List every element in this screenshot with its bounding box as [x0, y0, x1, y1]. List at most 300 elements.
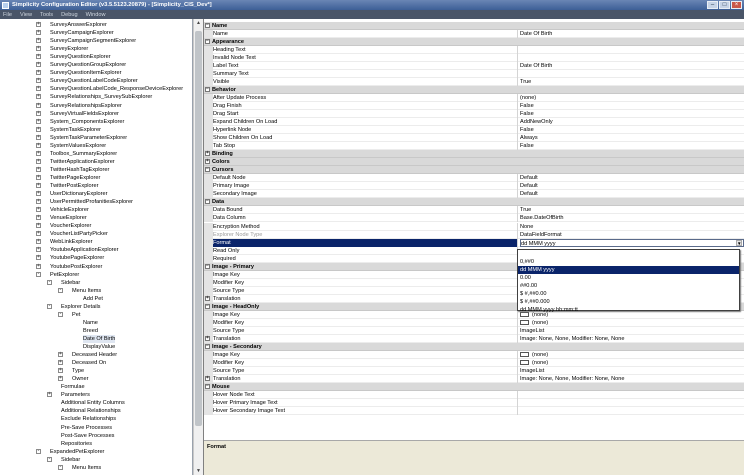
property-name: Primary Image — [213, 182, 518, 190]
expand-icon[interactable]: + — [37, 133, 40, 140]
format-option[interactable]: dd MMM yyyy hh:mm:tt — [520, 307, 578, 313]
property-value-text: ImageList — [520, 367, 545, 374]
menu-tools[interactable]: Tools — [40, 11, 54, 18]
tree-node[interactable] — [0, 102, 193, 110]
property-category[interactable] — [204, 343, 744, 351]
property-row[interactable] — [204, 30, 744, 38]
tree-node-label[interactable]: VoucherListPartyPicker — [50, 231, 108, 238]
property-row[interactable] — [204, 351, 744, 359]
property-value[interactable] — [520, 30, 744, 38]
tree-node-label[interactable]: PetExplorer — [50, 271, 80, 278]
tree-node[interactable] — [0, 375, 193, 383]
scroll-up-icon[interactable]: ▲ — [196, 20, 201, 26]
tree-node[interactable] — [0, 271, 193, 279]
description-title: Format — [207, 444, 226, 450]
tree-node[interactable] — [0, 61, 193, 69]
tree-node-label[interactable]: SurveyQuestionLabelCodeExplorer — [50, 78, 138, 85]
property-row[interactable] — [204, 223, 744, 231]
expand-icon[interactable]: + — [37, 262, 40, 269]
property-name: Show Children On Load — [213, 134, 518, 142]
property-value[interactable] — [520, 359, 744, 367]
menu-debug[interactable]: Debug — [61, 11, 78, 18]
property-value[interactable] — [520, 62, 744, 70]
dropdown-arrow-icon[interactable]: ▼ — [737, 240, 742, 246]
property-value[interactable] — [520, 206, 744, 214]
tree-node[interactable] — [0, 118, 193, 126]
tree-node[interactable] — [0, 383, 193, 391]
tree-node[interactable] — [0, 77, 193, 85]
expand-icon[interactable]: + — [59, 359, 62, 366]
expand-icon[interactable]: + — [206, 334, 209, 341]
collapse-icon[interactable]: - — [37, 447, 40, 454]
tree-node[interactable] — [0, 182, 193, 190]
tree-node[interactable] — [0, 134, 193, 142]
format-option[interactable]: 0.00 — [520, 275, 531, 281]
property-row[interactable] — [204, 174, 744, 182]
property-row[interactable] — [204, 327, 744, 335]
property-category[interactable] — [204, 86, 744, 94]
tree-node-label[interactable]: TwitterPageExplorer — [50, 174, 101, 181]
expand-icon[interactable]: + — [37, 85, 40, 92]
property-row[interactable] — [204, 94, 744, 102]
property-name: Modifier Key — [213, 359, 518, 367]
expand-icon[interactable]: + — [37, 69, 40, 76]
tree-node[interactable] — [0, 319, 193, 327]
property-value-text: Image: None, None, Modifier: None, None — [520, 375, 625, 382]
tree-node-label[interactable]: Add Pet — [83, 295, 103, 302]
property-row[interactable] — [204, 118, 744, 126]
category-label: Image - Secondary — [212, 343, 262, 350]
collapse-icon[interactable]: - — [48, 455, 51, 462]
row-gutter — [204, 247, 213, 255]
property-name: Data Bound — [213, 206, 518, 214]
tree-node[interactable] — [0, 359, 193, 367]
collapse-icon[interactable]: − — [206, 382, 209, 389]
tree-node[interactable] — [0, 222, 193, 230]
expand-icon[interactable]: + — [37, 29, 40, 36]
tree-node[interactable] — [0, 21, 193, 29]
tree-node-label[interactable]: UserPermittedProfanitiesExplorer — [50, 199, 134, 206]
property-row[interactable] — [204, 335, 744, 343]
expand-icon[interactable]: + — [37, 254, 40, 261]
expand-icon[interactable]: + — [37, 206, 40, 213]
collapse-icon[interactable]: − — [206, 38, 209, 45]
tree-node-label[interactable]: Toolbox_SummaryExplorer — [50, 150, 118, 157]
collapse-icon[interactable]: - — [59, 310, 62, 317]
property-row[interactable] — [204, 239, 744, 247]
tree-node[interactable] — [0, 448, 193, 456]
tree-node[interactable] — [0, 174, 193, 182]
property-row[interactable] — [204, 134, 744, 142]
expand-icon[interactable]: + — [37, 190, 40, 197]
menu-window[interactable]: Window — [85, 11, 106, 18]
tree-node[interactable] — [0, 279, 193, 287]
image-swatch-icon — [520, 320, 529, 325]
row-gutter — [204, 110, 213, 118]
property-name: After Update Process — [213, 94, 518, 102]
tree-node-label[interactable]: Owner — [72, 376, 89, 383]
row-gutter — [204, 319, 213, 327]
property-row[interactable] — [204, 190, 744, 198]
tree-node[interactable] — [0, 327, 193, 335]
tree-node-label[interactable]: SurveyRelationships_SurveySubExplorer — [50, 94, 153, 101]
property-category[interactable] — [204, 150, 744, 158]
expand-icon[interactable]: + — [206, 374, 209, 381]
expand-icon[interactable]: + — [37, 45, 40, 52]
property-value[interactable] — [520, 78, 744, 86]
property-value[interactable] — [520, 110, 744, 118]
property-row[interactable] — [204, 214, 744, 222]
explorer-tree[interactable] — [0, 19, 193, 475]
row-gutter — [204, 46, 213, 54]
tree-node[interactable] — [0, 69, 193, 77]
property-row[interactable] — [204, 78, 744, 86]
property-value[interactable] — [520, 319, 744, 327]
tree-node[interactable] — [0, 166, 193, 174]
expand-icon[interactable]: + — [206, 294, 209, 301]
expand-icon[interactable]: + — [37, 21, 40, 27]
property-value[interactable] — [520, 407, 744, 415]
row-gutter — [204, 367, 213, 375]
tree-node[interactable] — [0, 351, 193, 359]
tree-node[interactable] — [0, 93, 193, 101]
collapse-icon[interactable]: - — [48, 278, 51, 285]
collapse-icon[interactable]: - — [59, 463, 62, 470]
tree-node-label[interactable]: VehicleExplorer — [50, 207, 89, 214]
property-value[interactable] — [520, 391, 744, 399]
tree-node-label[interactable]: VoucherExplorer — [50, 223, 92, 230]
property-value[interactable] — [520, 54, 744, 62]
property-name: Label Text — [213, 62, 518, 70]
tree-node-label[interactable]: VenueExplorer — [50, 215, 87, 222]
tree-node-label[interactable]: System_ComponentsExplorer — [50, 118, 125, 125]
property-value[interactable] — [520, 118, 744, 126]
collapse-icon[interactable]: − — [206, 22, 209, 28]
tree-node[interactable] — [0, 53, 193, 61]
expand-icon[interactable]: + — [37, 141, 40, 148]
property-value[interactable] — [520, 239, 744, 247]
tree-node[interactable] — [0, 456, 193, 464]
property-category[interactable] — [204, 38, 744, 46]
tree-node[interactable] — [0, 303, 193, 311]
tree-node-label[interactable]: Menu Items — [72, 464, 102, 471]
property-row[interactable] — [204, 367, 744, 375]
category-label: Name — [212, 23, 228, 29]
tree-node-label[interactable]: DisplayValue — [83, 344, 116, 350]
property-row[interactable] — [204, 62, 744, 70]
tree-node-label[interactable]: YoutubeApplicationExplorer — [50, 247, 119, 254]
property-row[interactable] — [204, 110, 744, 118]
tree-node-label[interactable]: YoutubePostExplorer — [50, 263, 103, 270]
expand-icon[interactable]: + — [37, 149, 40, 156]
tree-node[interactable] — [0, 230, 193, 238]
expand-icon[interactable]: + — [37, 77, 40, 84]
tree-node[interactable] — [0, 110, 193, 118]
expand-icon[interactable]: + — [48, 391, 51, 398]
tree-node-label[interactable]: SurveyQuestionLabelCode_ResponseDeviceExplorer — [50, 86, 184, 93]
property-row[interactable] — [204, 206, 744, 214]
tree-node-label[interactable]: TwitterApplicationExplorer — [50, 158, 115, 165]
category-label: Mouse — [212, 383, 230, 390]
property-name: Tab Stop — [213, 142, 518, 150]
tree-node-label[interactable]: UserDictionaryExplorer — [50, 191, 108, 198]
tree-node[interactable] — [0, 246, 193, 254]
format-option[interactable]: ##0.00 — [520, 283, 538, 289]
property-row[interactable] — [204, 407, 744, 415]
tree-node-label[interactable]: SurveyAnswerExplorer — [50, 22, 107, 28]
property-value[interactable] — [520, 335, 744, 343]
tree-node[interactable] — [0, 150, 193, 158]
expand-icon[interactable]: + — [37, 214, 40, 221]
property-row[interactable] — [204, 126, 744, 134]
tree-node[interactable] — [0, 190, 193, 198]
property-row[interactable] — [204, 54, 744, 62]
row-gutter — [204, 399, 213, 407]
property-row[interactable] — [204, 359, 744, 367]
format-option[interactable]: $ #,##0.00 — [520, 291, 547, 297]
tree-node-label[interactable]: SurveyQuestionExplorer — [50, 54, 111, 61]
property-row[interactable] — [204, 399, 744, 407]
property-row[interactable] — [204, 46, 744, 54]
collapse-icon[interactable]: − — [206, 262, 209, 269]
row-gutter — [204, 94, 213, 102]
expand-icon[interactable]: + — [37, 230, 40, 237]
tree-node[interactable] — [0, 238, 193, 246]
property-value[interactable] — [520, 231, 744, 239]
tree-node[interactable] — [0, 37, 193, 45]
tree-node[interactable] — [0, 415, 193, 423]
property-value[interactable] — [520, 46, 744, 54]
format-option[interactable]: 0,##0 — [520, 259, 534, 265]
tree-node[interactable] — [0, 343, 193, 351]
tree-node-label[interactable]: Deceased Header — [72, 352, 118, 359]
collapse-icon[interactable]: − — [206, 86, 209, 93]
expand-icon[interactable]: + — [37, 173, 40, 180]
expand-icon[interactable]: + — [37, 101, 40, 108]
expand-icon[interactable]: + — [37, 53, 40, 60]
property-value[interactable] — [520, 223, 744, 231]
collapse-icon[interactable]: − — [206, 342, 209, 349]
collapse-icon[interactable]: − — [206, 166, 209, 173]
tree-node-label[interactable]: Date Of Birth — [83, 335, 116, 342]
category-label: Colors — [212, 159, 230, 166]
property-value[interactable] — [520, 351, 744, 359]
tree-node-label[interactable]: TwitterHashTagExplorer — [50, 166, 110, 173]
maximize-icon[interactable]: □ — [719, 1, 730, 9]
tree-node[interactable] — [0, 198, 193, 206]
property-value[interactable] — [520, 375, 744, 383]
minimize-icon[interactable]: – — [707, 1, 718, 9]
expand-icon[interactable]: + — [59, 367, 62, 374]
expand-icon[interactable]: + — [37, 198, 40, 205]
tree-node-label[interactable]: Deceased On — [72, 360, 107, 367]
expand-icon[interactable]: + — [37, 238, 40, 245]
collapse-icon[interactable]: - — [37, 270, 40, 277]
expand-icon[interactable]: + — [206, 158, 209, 165]
expand-icon[interactable]: + — [37, 125, 40, 132]
expand-icon[interactable]: + — [59, 375, 62, 382]
format-option[interactable]: $ #,##0.000 — [520, 299, 550, 305]
property-value-text: True — [520, 79, 532, 86]
tree-node-label[interactable]: Formulae — [61, 384, 85, 391]
tree-node[interactable] — [0, 158, 193, 166]
expand-icon[interactable]: + — [37, 157, 40, 164]
format-option[interactable] — [518, 250, 739, 258]
expand-icon[interactable]: + — [37, 182, 40, 188]
tree-node[interactable] — [0, 214, 193, 222]
property-value[interactable] — [520, 134, 744, 142]
property-value-text: DataFieldFormat — [520, 231, 562, 238]
property-category[interactable] — [204, 166, 744, 174]
tree-node-label[interactable]: Pet — [72, 311, 81, 318]
tree-node-label[interactable]: SurveyCampaignSegmentExplorer — [50, 38, 137, 45]
property-name: Invalid Node Text — [213, 54, 518, 62]
tree-node-label[interactable]: SurveyVirtualFieldsExplorer — [50, 110, 119, 117]
tree-node[interactable] — [0, 263, 193, 271]
property-value[interactable] — [520, 142, 744, 150]
expand-icon[interactable]: + — [37, 117, 40, 124]
tree-node[interactable] — [0, 391, 193, 399]
tree-node-label[interactable]: SystemTaskParameterExplorer — [50, 134, 128, 141]
property-row[interactable] — [204, 319, 744, 327]
property-row[interactable] — [204, 231, 744, 239]
expand-icon[interactable]: + — [37, 246, 40, 253]
tree-node[interactable] — [0, 254, 193, 262]
tree-node[interactable] — [0, 432, 193, 440]
tree-node[interactable] — [0, 367, 193, 375]
tree-node-label[interactable]: Repositories — [61, 440, 93, 447]
property-value[interactable] — [520, 327, 744, 335]
tree-node-label[interactable]: SurveyQuestionGroupExplorer — [50, 62, 127, 69]
property-category[interactable] — [204, 383, 744, 391]
tree-node-label[interactable]: Explorer Details — [61, 303, 101, 310]
tree-node-label[interactable]: Menu Items — [72, 287, 102, 294]
tree-node-label[interactable]: SurveyRelationshipsExplorer — [50, 102, 122, 109]
tree-node-label[interactable]: Post-Save Processes — [61, 432, 115, 439]
tree-node[interactable] — [0, 311, 193, 319]
property-value[interactable] — [520, 190, 744, 198]
expand-icon[interactable]: + — [37, 93, 40, 100]
tree-node-label[interactable]: Sidebar — [61, 279, 81, 286]
collapse-icon[interactable]: − — [206, 198, 209, 205]
tree-node-label[interactable]: Exclude Relationships — [61, 416, 117, 423]
expand-icon[interactable]: + — [206, 150, 209, 157]
expand-icon[interactable]: + — [37, 222, 40, 229]
property-value-text: (none) — [532, 319, 549, 326]
property-value[interactable] — [520, 102, 744, 110]
category-label: Image - HeadOnly — [212, 303, 260, 310]
property-name: Source Type — [213, 327, 518, 335]
property-grid[interactable] — [204, 19, 744, 440]
tree-node-label[interactable]: Additional Relationships — [61, 408, 121, 415]
scroll-thumb[interactable] — [195, 31, 202, 426]
tree-node-label[interactable]: Parameters — [61, 392, 90, 399]
format-option[interactable]: dd MMM yyyy — [518, 266, 739, 274]
expand-icon[interactable]: + — [59, 351, 62, 358]
tree-node[interactable] — [0, 142, 193, 150]
tree-node-label[interactable]: Type — [72, 368, 85, 375]
tree-node-label[interactable]: Name — [83, 319, 98, 326]
collapse-icon[interactable]: - — [59, 286, 62, 293]
property-value[interactable] — [520, 174, 744, 182]
property-value[interactable] — [520, 399, 744, 407]
property-category[interactable] — [204, 22, 744, 30]
menu-view[interactable]: View — [20, 11, 33, 18]
tree-node-label[interactable]: Additional Entity Columns — [61, 400, 125, 407]
property-value-text: Date Of Birth — [520, 63, 553, 70]
property-name: Hover Node Text — [213, 391, 518, 399]
expand-icon[interactable]: + — [37, 165, 40, 172]
property-row[interactable] — [204, 375, 744, 383]
property-value[interactable] — [520, 214, 744, 222]
tree-node[interactable] — [0, 29, 193, 37]
property-value[interactable] — [520, 70, 744, 78]
property-value-text: Base.DateOfBirth — [520, 215, 564, 222]
property-row[interactable] — [204, 70, 744, 78]
tree-node-label[interactable]: SurveyCampaignExplorer — [50, 30, 114, 37]
tree-node-label[interactable]: SystemTaskExplorer — [50, 126, 101, 133]
property-value[interactable] — [520, 367, 744, 375]
property-category[interactable] — [204, 198, 744, 206]
tree-node[interactable] — [0, 85, 193, 93]
collapse-icon[interactable]: - — [48, 302, 51, 309]
tree-node[interactable] — [0, 295, 193, 303]
property-value-text: (none) — [532, 351, 549, 358]
scroll-down-icon[interactable]: ▼ — [196, 468, 201, 474]
tree-node-label[interactable]: TwitterPostExplorer — [50, 183, 99, 189]
tree-scrollbar[interactable] — [193, 19, 203, 475]
tree-node[interactable] — [0, 335, 193, 343]
tree-node-label[interactable]: SystemValuesExplorer — [50, 142, 107, 149]
property-value[interactable] — [520, 94, 744, 102]
tree-node[interactable] — [0, 399, 193, 407]
tree-node[interactable] — [0, 407, 193, 415]
property-row[interactable] — [204, 391, 744, 399]
property-name: Explorer Node Type — [213, 231, 518, 239]
tree-node[interactable] — [0, 126, 193, 134]
expand-icon[interactable]: + — [37, 61, 40, 68]
tree-node-label[interactable]: YoutubePageExplorer — [50, 255, 105, 262]
property-value[interactable] — [520, 182, 744, 190]
property-value-text: None — [520, 223, 534, 230]
expand-icon[interactable]: + — [37, 109, 40, 116]
tree-node-label[interactable]: WebLinkExplorer — [50, 239, 93, 246]
tree-node-label[interactable]: SurveyExplorer — [50, 46, 89, 53]
tree-node[interactable] — [0, 424, 193, 432]
tree-node[interactable] — [0, 206, 193, 214]
tree-node[interactable] — [0, 464, 193, 472]
tree-node[interactable] — [0, 45, 193, 53]
tree-node-label[interactable]: ExpandedPetExplorer — [50, 448, 105, 455]
close-icon[interactable]: × — [731, 1, 742, 9]
collapse-icon[interactable]: − — [206, 302, 209, 309]
tree-node-label[interactable]: Pre-Save Processes — [61, 424, 112, 431]
property-value[interactable] — [520, 126, 744, 134]
property-row[interactable] — [204, 102, 744, 110]
property-row[interactable] — [204, 142, 744, 150]
tree-node[interactable] — [0, 287, 193, 295]
property-category[interactable] — [204, 158, 744, 166]
property-row[interactable] — [204, 182, 744, 190]
menu-file[interactable]: File — [3, 11, 13, 18]
expand-icon[interactable]: + — [37, 37, 40, 44]
tree-node[interactable] — [0, 440, 193, 448]
format-dropdown-list[interactable] — [517, 249, 740, 311]
tree-node-label[interactable]: Breed — [83, 327, 98, 334]
tree-node-label[interactable]: SurveyQuestionItemExplorer — [50, 70, 122, 77]
tree-node-label[interactable]: Sidebar — [61, 456, 81, 463]
property-name: Source Type — [213, 367, 518, 375]
